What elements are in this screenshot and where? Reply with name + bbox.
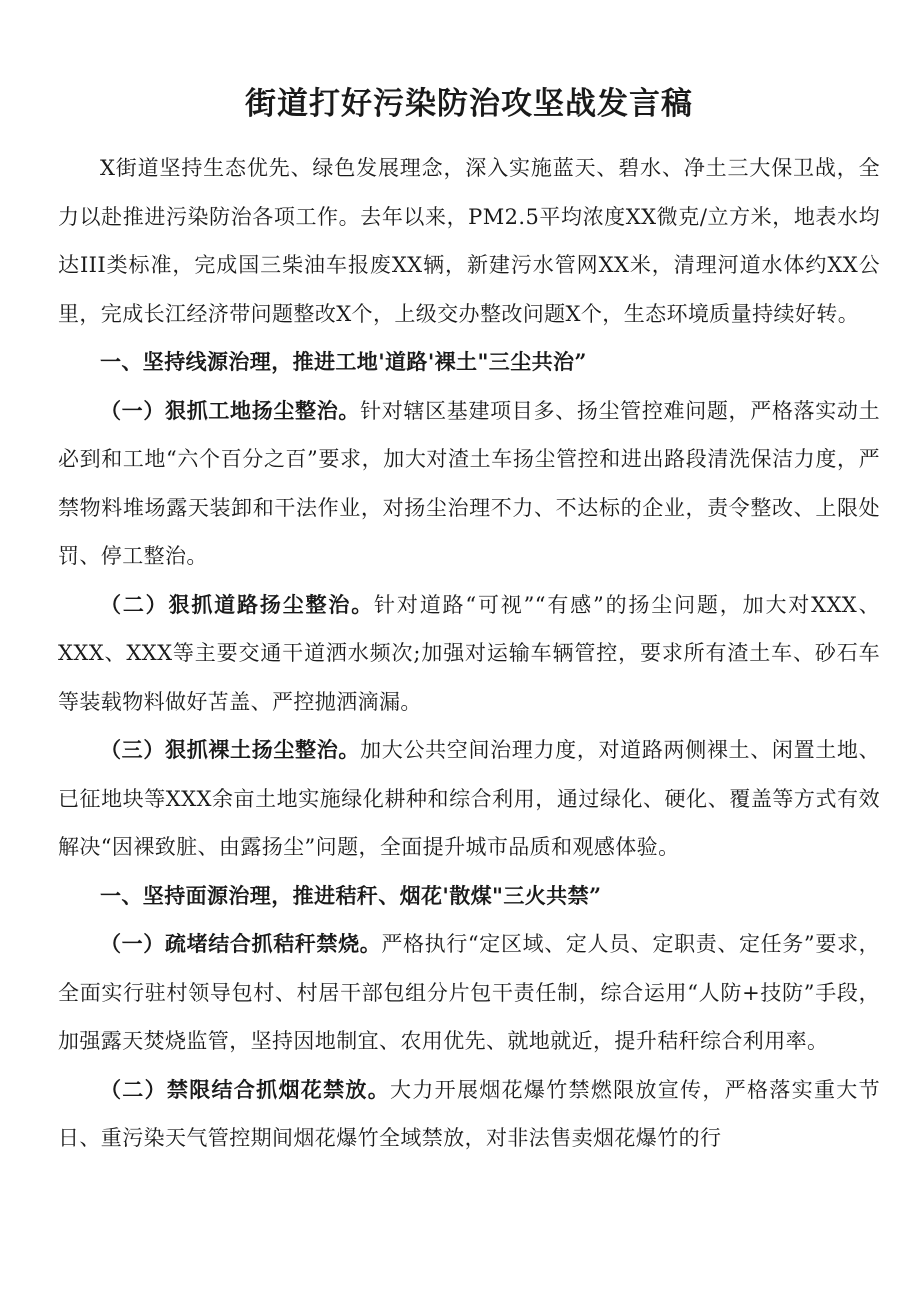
paragraph-construction-dust	[58, 387, 880, 581]
body-straw-burning: 严格执行“定区域、定人员、定职责、定任务”要求，全面实行驻村领导包村、村居干部包组分片包干责任制，综合运用“人防+技防”手段，加强露天焚烧监管，坚持因地制宜、农用优先、就地就近，提升秸秆综合利用率。	[58, 932, 880, 1053]
document-page	[58, 76, 880, 1163]
paragraph-straw-burning	[58, 920, 880, 1066]
section-heading-2: 一、坚持面源治理，推进秸秆、烟花'散煤"三火共禁”	[100, 882, 602, 908]
paragraph-fireworks	[58, 1066, 880, 1163]
paragraph-bare-soil-dust	[58, 726, 880, 872]
subheading-straw-burning: （一）疏堵结合抓秸秆禁烧。	[100, 931, 382, 956]
document-title: 街道打好污染防治攻坚战发言稿	[245, 86, 693, 122]
paragraph-road-dust	[58, 581, 880, 727]
intro-paragraph: X街道坚持生态优先、绿色发展理念，深入实施蓝天、碧水、净土三大保卫战，全力以赴推进污染防治各项工作。去年以来，PM2.5平均浓度XX微克/立方米，地表水均达III类标准，完成国三柴油车报废XX辆，新建污水管网XX米，清理河道水体约XX公里，完成长江经济带问题整改X个，上级交办整改问题X个，生态环境质量持续好转。	[58, 156, 880, 326]
body-fireworks: 大力开展烟花爆竹禁燃限放宣传，严格落实重大节日、重污染天气管控期间烟花爆竹全域禁放，对非法售卖烟花爆竹的行	[58, 1077, 880, 1150]
section-heading-1: 一、坚持线源治理，推进工地'道路'裸土"三尘共治”	[100, 349, 587, 374]
body-bare-soil-dust: 加大公共空间治理力度，对道路两侧裸土、闲置土地、已征地块等XXX余亩土地实施绿化耕种和综合利用，通过绿化、硬化、覆盖等方式有效解决“因裸致脏、由露扬尘”问题，全面提升城市品质和观感体验。	[58, 738, 880, 859]
body-road-dust: 针对道路“可视”“有感”的扬尘问题，加大对XXX、XXX、XXX等主要交通干道洒水频次;加强对运输车辆管控，要求所有渣土车、砂石车等装载物料做好苫盖、严控抛洒滴漏。	[58, 592, 880, 714]
subheading-road-dust: （二）狠抓道路扬尘整治。	[100, 591, 375, 617]
subheading-fireworks: （二）禁限结合抓烟花禁放。	[100, 1076, 391, 1102]
body-construction-dust: 针对辖区基建项目多、扬尘管控难问题，严格落实动土必到和工地“六个百分之百”要求，加大对渣土车扬尘管控和进出路段清洗保洁力度，严禁物料堆场露天装卸和干法作业，对扬尘治理不力、不达标的企业，责令整改、上限处罚、停工整治。	[58, 398, 880, 568]
subheading-construction-dust: （一）狠抓工地扬尘整治。	[100, 397, 361, 423]
subheading-bare-soil-dust: （三）狠抓裸土扬尘整治。	[100, 737, 361, 762]
